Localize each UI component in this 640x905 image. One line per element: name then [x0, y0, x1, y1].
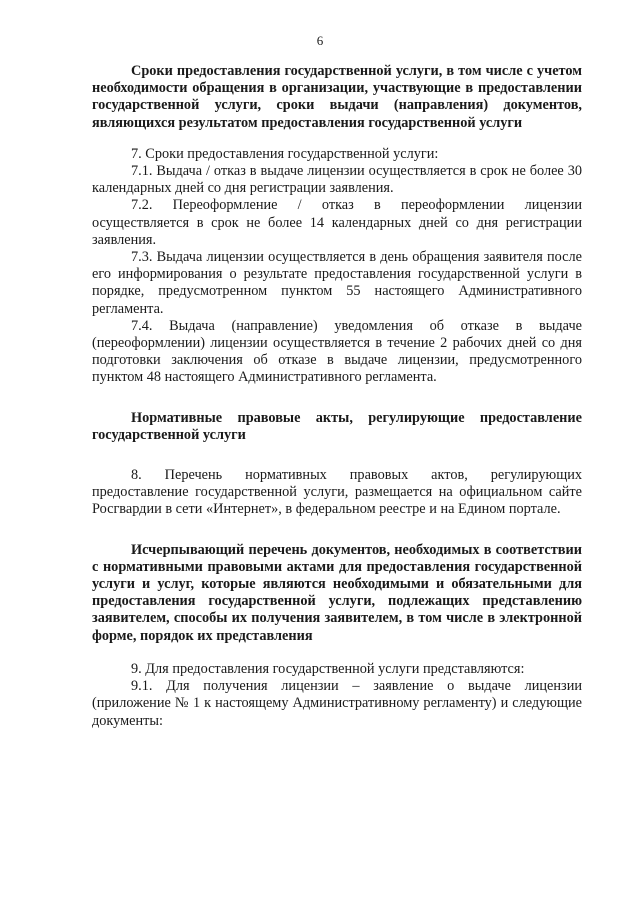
paragraph-7: 7. Сроки предоставления государственной услуги:	[131, 145, 439, 162]
section-heading-documents: Исчерпывающий перечень документов, необходимых в соответствии с нормативными правовыми актами для предоставления государственной услуги и услуг, которые являются необходимыми и обязательными для предоставления государственной услуги, подлежащих представлению заявителем, способы их получения заявителем, в том числе в электронной форме, порядок их представления	[92, 541, 582, 644]
paragraph-7-4: 7.4. Выдача (направление) уведомления об отказе в выдаче (переоформлении) лицензии осуществляется в течение 2 рабочих дней со дня подготовки заключения об отказе в выдаче лицензии, предусмотренного пунктом 48 настоящего Административного регламента.	[92, 317, 582, 386]
page-content	[92, 63, 582, 730]
paragraph-7-3: 7.3. Выдача лицензии осуществляется в день обращения заявителя после его информирования о результате предоставления государственной услуги в порядке, предусмотренном пунктом 55 настоящего Административного регламента.	[92, 249, 582, 317]
paragraph-7-1: 7.1. Выдача / отказ в выдаче лицензии осуществляется в срок не более 30 календарных дней со дня регистрации заявления.	[92, 163, 582, 197]
paragraph-8: 8. Перечень нормативных правовых актов, регулирующих предоставление государственной услуги, размещается на официальном сайте Росгвардии в сети «Интернет», в федеральном реестре и на Едином портале.	[92, 467, 582, 518]
section-heading-legal-acts: Нормативные правовые акты, регулирующие предоставление государственной услуги	[92, 409, 582, 443]
paragraph-9-1: 9.1. Для получения лицензии – заявление о выдаче лицензии (приложение № 1 к настоящему Административному регламенту) и следующие документы:	[92, 678, 582, 729]
section-heading-deadlines: Сроки предоставления государственной услуги, в том числе с учетом необходимости обращения в организации, участвующие в предоставлении государственной услуги, сроки выдачи (направления) документов, являющихся результатом предоставления государственной услуги	[92, 63, 582, 131]
paragraph-7-2: 7.2. Переоформление / отказ в переоформлении лицензии осуществляется в срок не более 14 календарных дней со дня регистрации заявления.	[92, 197, 582, 248]
paragraph-9: 9. Для предоставления государственной услуги представляются:	[131, 660, 525, 677]
page-number: 6	[316, 33, 324, 48]
